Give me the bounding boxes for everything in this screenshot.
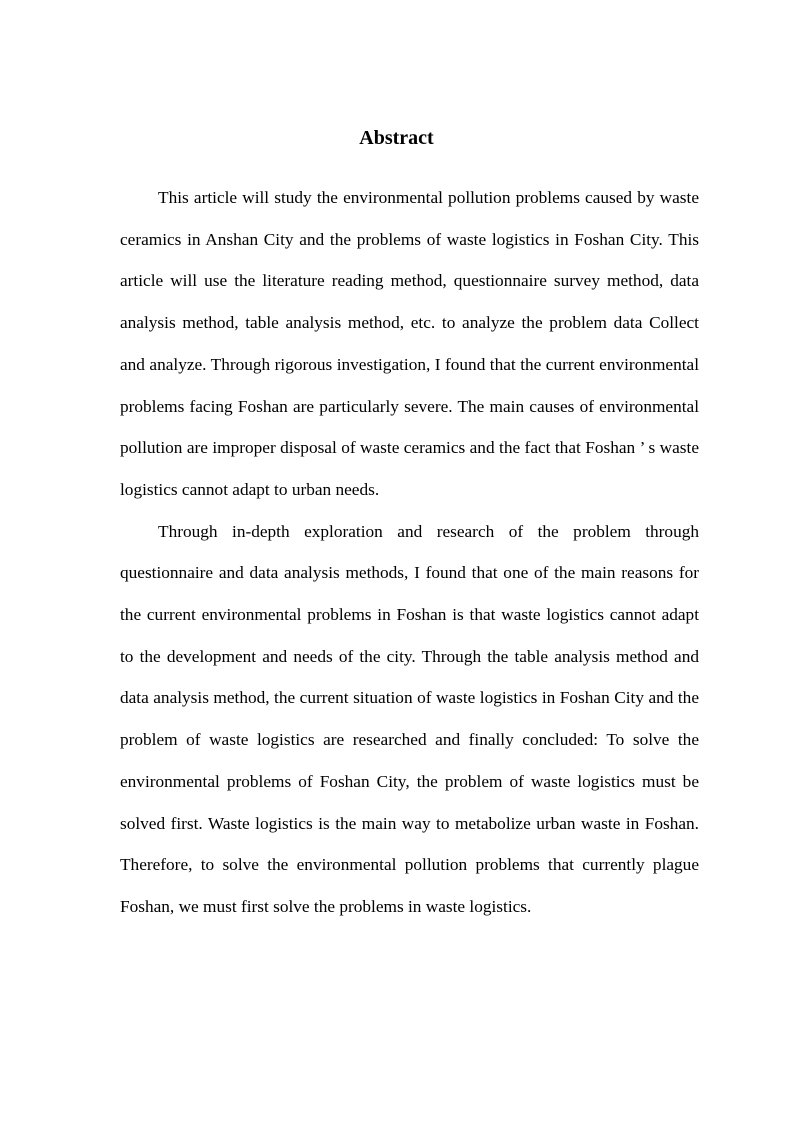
abstract-title: Abstract [359, 127, 434, 149]
abstract-paragraph-1: This article will study the environmental pollution problems caused by waste ceramics in Anshan City and the problems of waste logistics in Foshan City. This article will use the literature reading method, questionnaire survey method, data analysis method, table analysis method, etc. to analyze the problem data Collect and analyze. Through rigorous investigation, I found that the current environmental problems facing Foshan are particularly severe. The main causes of environmental pollution are improper disposal of waste ceramics and the fact that Foshan ’ s waste logistics cannot adapt to urban needs. [120, 188, 699, 499]
abstract-body [120, 177, 699, 928]
abstract-paragraph-2: Through in-depth exploration and research of the problem through questionnaire and data analysis methods, I found that one of the main reasons for the current environmental problems in Foshan is that waste logistics cannot adapt to the development and needs of the city. Through the table analysis method and data analysis method, the current situation of waste logistics in Foshan City and the problem of waste logistics are researched and finally concluded: To solve the environmental problems of Foshan City, the problem of waste logistics must be solved first. Waste logistics is the main way to metabolize urban waste in Foshan. Therefore, to solve the environmental pollution problems that currently plague Foshan, we must first solve the problems in waste logistics. [120, 521, 699, 916]
